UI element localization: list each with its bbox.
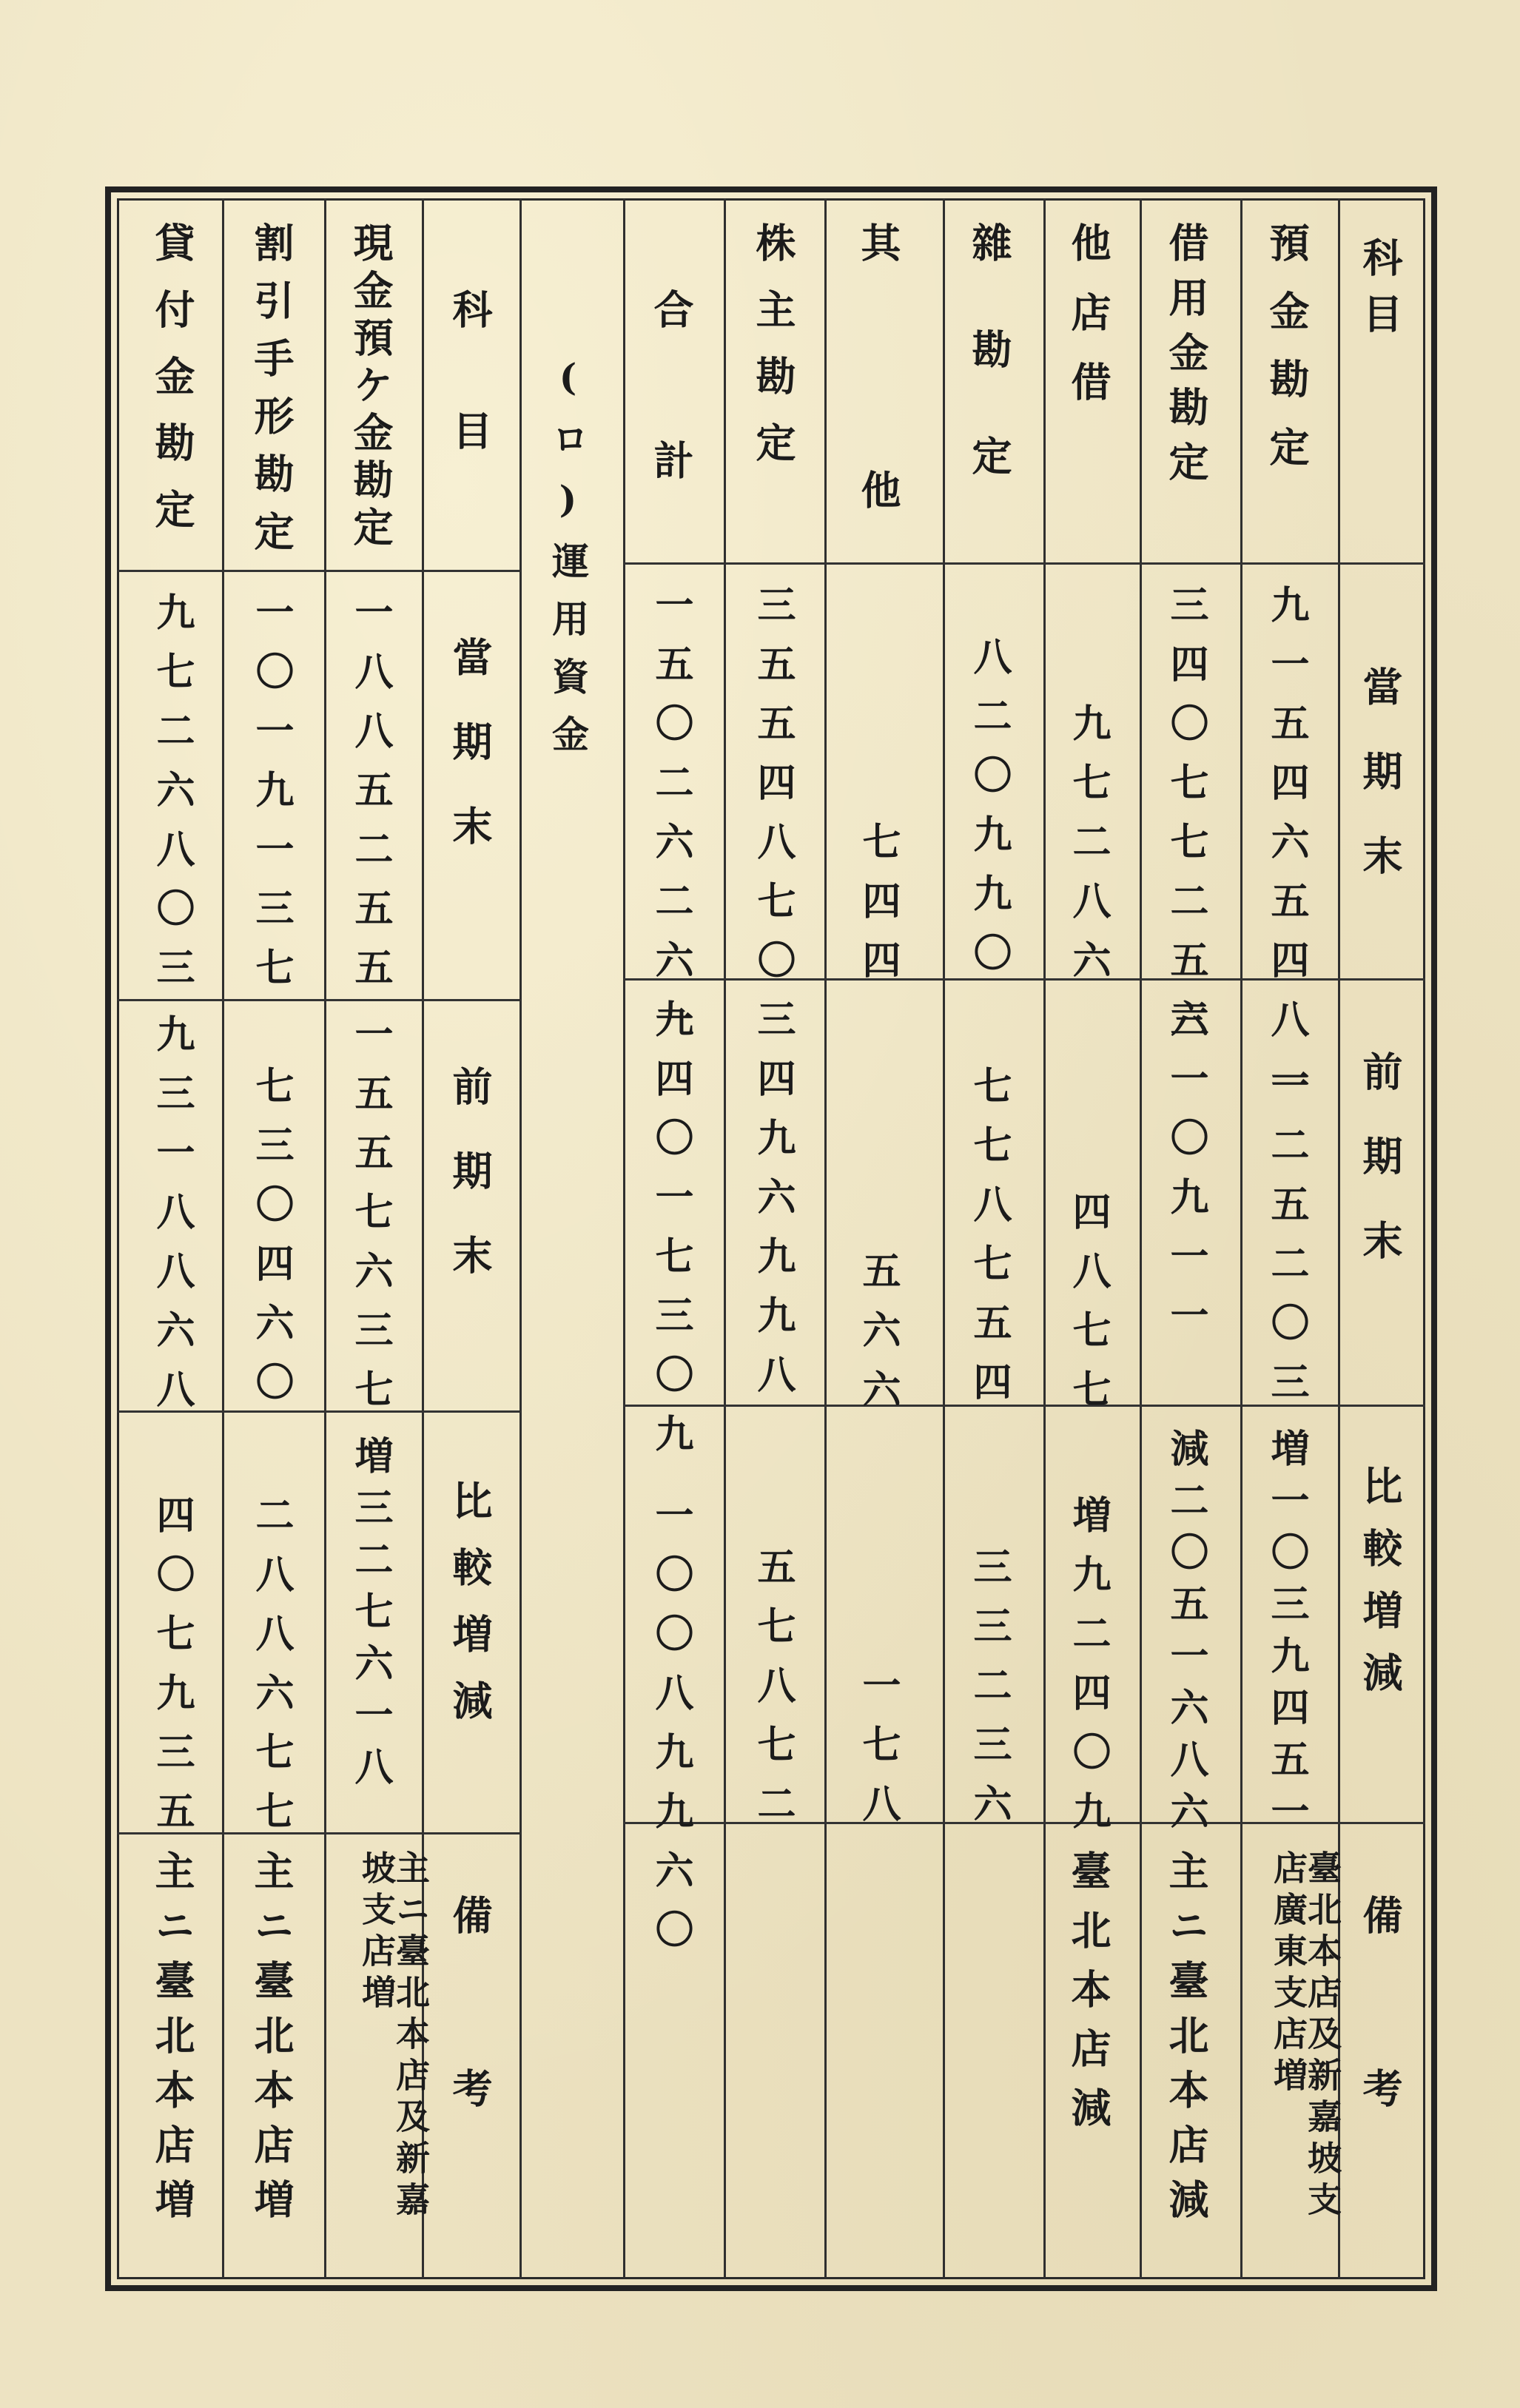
- row-remarks: 臺北本店及新嘉坡支店廣東支店増: [1268, 1850, 1342, 2223]
- row-subject: 其他: [855, 222, 902, 716]
- row-previous: 五六六: [855, 1251, 901, 1428]
- row-remarks: 主ニ臺北本店及新嘉坡支店増: [357, 1850, 431, 2223]
- header-change: 比較増減: [446, 1480, 494, 1746]
- row-subject: 合計: [648, 289, 695, 591]
- row-current: 九七二六八〇三: [149, 592, 195, 1006]
- row-previous: 七七八七五四: [966, 1066, 1012, 1421]
- row-change: 二八八六七七: [249, 1495, 294, 1850]
- header-previous: 前期末: [446, 1066, 494, 1319]
- row-previous: 九三一八八六八: [149, 1014, 195, 1428]
- row-previous: 七三〇四六〇: [249, 1066, 294, 1421]
- header-previous: 前期末: [1356, 1051, 1404, 1304]
- row-current: 八二〇九九〇: [966, 636, 1012, 992]
- row-subject: 現金預ケ金勘定: [347, 222, 394, 554]
- row-current: 九七二八六: [1066, 703, 1111, 999]
- row-divider: [117, 570, 519, 572]
- header-current: 當期末: [446, 636, 494, 889]
- row-remarks: 主ニ臺北本店増: [248, 1850, 295, 2233]
- column-divider: [519, 198, 522, 2279]
- row-change: 三三二三六: [966, 1547, 1012, 1843]
- row-subject: 貸付金勘定: [149, 222, 196, 555]
- row-subject: 株主勘定: [750, 222, 797, 488]
- section-title: (ロ)運用資金: [546, 355, 590, 773]
- row-previous: 一五五七六三七: [348, 1014, 393, 1428]
- column-divider: [1240, 198, 1242, 2279]
- row-subject: 預金勘定: [1263, 222, 1311, 494]
- row-change: 増九二四〇九: [1066, 1495, 1111, 1850]
- header-subject: 科目: [446, 289, 494, 531]
- row-current: 一八八五二五五: [348, 592, 393, 1006]
- row-change: 増一〇三九四五一: [1264, 1428, 1309, 1843]
- row-change: 一七八: [855, 1665, 901, 1843]
- row-current: 九一五四六五四八一: [1264, 585, 1309, 1117]
- header-remarks: 備考: [1356, 1894, 1404, 2241]
- row-previous: 一二五二〇三: [1264, 1066, 1309, 1421]
- row-previous: 三四九六九九八: [750, 999, 796, 1413]
- column-divider: [222, 198, 224, 2279]
- row-previous: 四八七七: [1066, 1191, 1111, 1428]
- column-divider: [324, 198, 326, 2279]
- row-current: 一五〇二六二六九: [648, 585, 693, 1058]
- row-subject: 借用金勘定: [1163, 222, 1210, 496]
- row-change: 増三二七六一八: [348, 1436, 393, 1798]
- row-divider: [623, 562, 1425, 565]
- column-divider: [1043, 198, 1046, 2279]
- header-current: 當期末: [1356, 666, 1404, 919]
- row-change: 五七八七二: [750, 1547, 796, 1843]
- column-divider: [824, 198, 827, 2279]
- row-subject: 他店借: [1065, 222, 1112, 431]
- header-subject: 科目: [1356, 237, 1404, 349]
- row-change: 四〇七九三五: [149, 1495, 195, 1850]
- row-subject: 割引手形勘定: [248, 222, 295, 568]
- row-remarks: 臺北本店減: [1065, 1850, 1112, 2146]
- row-remarks: 主ニ臺北本店減: [1163, 1850, 1210, 2233]
- row-subject: 雜勘定: [966, 222, 1013, 542]
- row-current: 七四四: [855, 821, 901, 999]
- row-remarks: 主ニ臺北本店増: [149, 1850, 196, 2233]
- row-current: 一〇一九一三七: [249, 592, 294, 1006]
- column-divider: [623, 198, 625, 2279]
- column-divider: [943, 198, 945, 2279]
- row-change: 減二〇五一六八六: [1163, 1428, 1208, 1843]
- header-change: 比較増減: [1356, 1465, 1404, 1714]
- row-previous: 一四〇一七三〇九: [648, 999, 693, 1473]
- header-remarks: 備考: [446, 1894, 494, 2241]
- row-current: 三四〇七七二五三: [1163, 585, 1208, 1058]
- column-divider: [724, 198, 726, 2279]
- row-current: 三五五四八七〇: [750, 585, 796, 999]
- row-previous: 六一〇九一一: [1163, 999, 1208, 1354]
- row-change: 一〇〇八九九六〇: [648, 1495, 693, 1968]
- column-divider: [1140, 198, 1142, 2279]
